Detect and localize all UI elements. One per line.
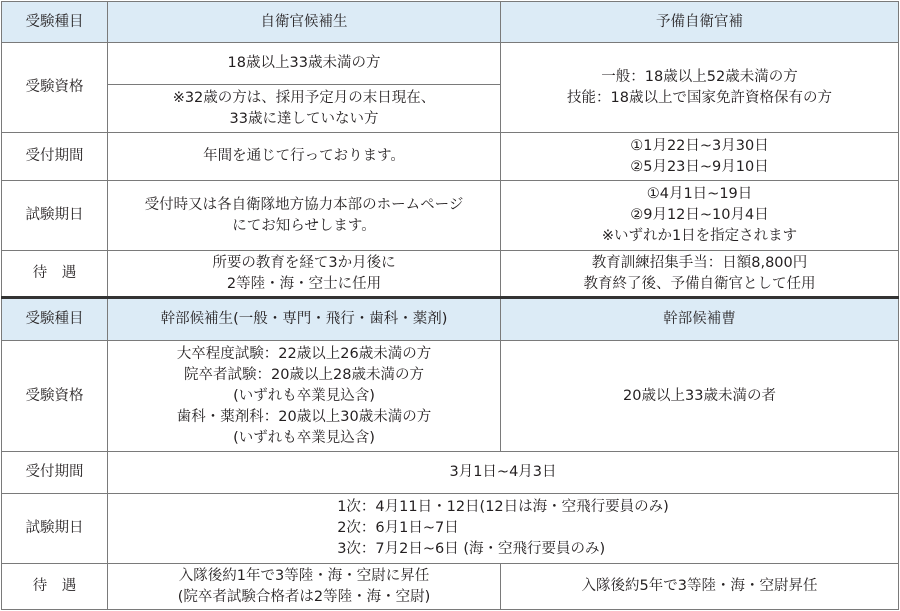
officer-qual-4: 歯科・薬剤科：20歳以上30歳未満の方 (176, 408, 432, 425)
header-exam-type: 受験種目 (2, 2, 108, 43)
reserve-exam-note: ※いずれか1日を指定されます (601, 228, 798, 244)
reserve-exam-2: ②9月12日~10月4日 (630, 207, 769, 223)
table2-qualification-row (2, 341, 899, 452)
sergeant-treatment: 入隊後約5年で3等陸・海・空尉昇任 (501, 564, 899, 610)
header2-exam-type: 受験種目 (2, 298, 108, 341)
candidate-treatment (108, 251, 501, 298)
reserve-reception (501, 133, 899, 181)
candidate-reception: 年間を通じて行っております。 (108, 133, 501, 181)
table1-header-row (2, 2, 899, 43)
recruitment-table (1, 1, 899, 610)
label2-treatment: 待 遇 (2, 564, 108, 610)
reserve-treatment-line1: 教育訓練招集手当：日額8,800円 (591, 254, 808, 271)
candidate-exam-line1: 受付時又は各自衛隊地方協力本部のホームページ (144, 196, 464, 213)
officer-reception: 3月1日~4月3日 (108, 452, 899, 494)
reserve-qualification (501, 43, 899, 133)
reserve-qualification-skill: 技能：18歳以上で国家免許資格保有の方 (567, 89, 832, 106)
officer-qualification (108, 341, 501, 452)
header-reserve-candidate: 予備自衛官補 (501, 2, 899, 43)
officer-treatment (108, 564, 501, 610)
candidate-age-note (108, 85, 501, 133)
recruitment-table-container (1, 1, 898, 610)
candidate-age-range: 18歳以上33歳未満の方 (108, 43, 501, 85)
candidate-treatment-line2: 2等陸・海・空士に任用 (226, 275, 382, 292)
table2-reception-row (2, 452, 899, 494)
candidate-exam-date (108, 181, 501, 251)
candidate-note-line2: 33歳に達していない方 (229, 110, 379, 127)
table1-exam-row (2, 181, 899, 251)
candidate-treatment-line1: 所要の教育を経て3か月後に (212, 254, 396, 271)
officer-exam-date (108, 494, 899, 564)
header-self-defense-candidate: 自衛官候補生 (108, 2, 501, 43)
officer-treatment-1: 入隊後約1年で3等陸・海・空尉に昇任 (178, 567, 430, 584)
table2-header-row (2, 298, 899, 341)
label2-reception: 受付期間 (2, 452, 108, 494)
candidate-exam-line2: にてお知らせします。 (232, 217, 376, 234)
sergeant-qualification: 20歳以上33歳未満の者 (501, 341, 899, 452)
reserve-exam-date (501, 181, 899, 251)
table1-reception-row (2, 133, 899, 181)
label-reception: 受付期間 (2, 133, 108, 181)
reserve-reception-1: ①1月22日~3月30日 (630, 137, 769, 154)
reserve-exam-1: ①4月1日~19日 (646, 186, 753, 202)
officer-treatment-2: (院卒者試験合格者は2等陸・海・空尉) (177, 588, 431, 605)
table1-treatment-row (2, 251, 899, 298)
table2-treatment-row (2, 564, 899, 610)
reserve-qualification-general: 一般：18歳以上52歳未満の方 (601, 68, 798, 85)
reserve-treatment (501, 251, 899, 298)
reserve-treatment-line2: 教育終了後、予備自衛官として任用 (583, 275, 816, 292)
label-treatment: 待 遇 (2, 251, 108, 298)
reserve-reception-2: ②5月23日~9月10日 (630, 158, 769, 175)
header-sergeant-candidate: 幹部候補曹 (501, 298, 899, 341)
officer-exam-2: 2次：6月1日~7日 (337, 520, 459, 536)
officer-exam-lines (337, 497, 669, 560)
officer-qual-1: 大卒程度試験：22歳以上26歳未満の方 (176, 345, 432, 362)
label-qualification: 受験資格 (2, 43, 108, 133)
officer-qual-3: (いずれも卒業見込含) (233, 387, 375, 404)
label2-qualification: 受験資格 (2, 341, 108, 452)
officer-exam-1: 1次：4月11日・12日(12日は海・空飛行要員のみ) (337, 499, 669, 515)
candidate-note-line1: ※32歳の方は、採用予定月の末日現在、 (172, 89, 436, 106)
table2-exam-row (2, 494, 899, 564)
officer-qual-2: 院卒者試験：20歳以上28歳未満の方 (184, 366, 424, 383)
table1-qualification-row-a (2, 43, 899, 85)
officer-qual-5: (いずれも卒業見込含) (233, 429, 375, 446)
officer-exam-3: 3次：7月2日~6日 (海・空飛行要員のみ) (337, 541, 606, 557)
label-exam-date: 試験期日 (2, 181, 108, 251)
header-officer-candidate: 幹部候補生(一般・専門・飛行・歯科・薬剤) (108, 298, 501, 341)
label2-exam-date: 試験期日 (2, 494, 108, 564)
